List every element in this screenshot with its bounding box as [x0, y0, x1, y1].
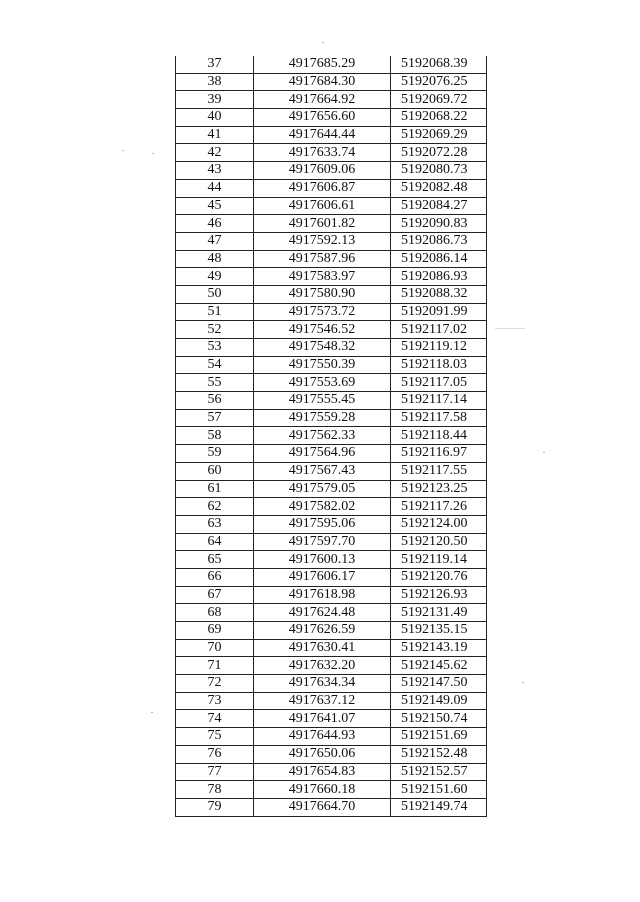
- x-coordinate-cell: 4917633.74: [254, 144, 391, 162]
- point-number-cell: 39: [176, 91, 254, 109]
- y-coordinate-cell: 5192131.49: [391, 604, 487, 622]
- x-coordinate-cell: 4917609.06: [254, 162, 391, 180]
- x-coordinate-cell: 4917634.34: [254, 675, 391, 693]
- y-coordinate-cell: 5192072.28: [391, 144, 487, 162]
- x-coordinate-cell: 4917582.02: [254, 498, 391, 516]
- y-coordinate-cell: 5192068.39: [391, 56, 487, 73]
- y-coordinate-cell: 5192069.29: [391, 126, 487, 144]
- x-coordinate-cell: 4917597.70: [254, 533, 391, 551]
- x-coordinate-cell: 4917564.96: [254, 445, 391, 463]
- scan-speck: [122, 150, 124, 151]
- table-row: [176, 745, 487, 763]
- coordinates-table-body: [176, 56, 487, 816]
- table-row: [176, 515, 487, 533]
- table-row: [176, 622, 487, 640]
- x-coordinate-cell: 4917579.05: [254, 480, 391, 498]
- point-number-cell: 42: [176, 144, 254, 162]
- coordinates-table: [175, 56, 487, 817]
- table-row: [176, 551, 487, 569]
- x-coordinate-cell: 4917562.33: [254, 427, 391, 445]
- table-row: [176, 498, 487, 516]
- x-coordinate-cell: 4917567.43: [254, 462, 391, 480]
- table-row: [176, 197, 487, 215]
- table-row: [176, 374, 487, 392]
- y-coordinate-cell: 5192088.32: [391, 285, 487, 303]
- y-coordinate-cell: 5192086.73: [391, 232, 487, 250]
- point-number-cell: 69: [176, 622, 254, 640]
- table-row: [176, 427, 487, 445]
- y-coordinate-cell: 5192119.14: [391, 551, 487, 569]
- point-number-cell: 49: [176, 268, 254, 286]
- point-number-cell: 50: [176, 285, 254, 303]
- y-coordinate-cell: 5192068.22: [391, 109, 487, 127]
- point-number-cell: 61: [176, 480, 254, 498]
- table-row: [176, 692, 487, 710]
- point-number-cell: 44: [176, 179, 254, 197]
- y-coordinate-cell: 5192090.83: [391, 215, 487, 233]
- y-coordinate-cell: 5192123.25: [391, 480, 487, 498]
- x-coordinate-cell: 4917555.45: [254, 392, 391, 410]
- y-coordinate-cell: 5192149.09: [391, 692, 487, 710]
- x-coordinate-cell: 4917606.61: [254, 197, 391, 215]
- table-row: [176, 339, 487, 357]
- y-coordinate-cell: 5192116.97: [391, 445, 487, 463]
- y-coordinate-cell: 5192117.02: [391, 321, 487, 339]
- point-number-cell: 43: [176, 162, 254, 180]
- y-coordinate-cell: 5192126.93: [391, 586, 487, 604]
- table-row: [176, 781, 487, 799]
- y-coordinate-cell: 5192118.03: [391, 356, 487, 374]
- table-row: [176, 392, 487, 410]
- table-row: [176, 710, 487, 728]
- y-coordinate-cell: 5192149.74: [391, 798, 487, 816]
- x-coordinate-cell: 4917601.82: [254, 215, 391, 233]
- x-coordinate-cell: 4917587.96: [254, 250, 391, 268]
- x-coordinate-cell: 4917644.44: [254, 126, 391, 144]
- point-number-cell: 45: [176, 197, 254, 215]
- x-coordinate-cell: 4917684.30: [254, 73, 391, 91]
- y-coordinate-cell: 5192124.00: [391, 515, 487, 533]
- y-coordinate-cell: 5192117.58: [391, 409, 487, 427]
- x-coordinate-cell: 4917664.70: [254, 798, 391, 816]
- point-number-cell: 54: [176, 356, 254, 374]
- y-coordinate-cell: 5192076.25: [391, 73, 487, 91]
- x-coordinate-cell: 4917654.83: [254, 763, 391, 781]
- scan-speck: [543, 452, 545, 453]
- point-number-cell: 37: [176, 56, 254, 73]
- x-coordinate-cell: 4917550.39: [254, 356, 391, 374]
- table-row: [176, 586, 487, 604]
- table-row: [176, 675, 487, 693]
- x-coordinate-cell: 4917573.72: [254, 303, 391, 321]
- x-coordinate-cell: 4917641.07: [254, 710, 391, 728]
- point-number-cell: 66: [176, 568, 254, 586]
- x-coordinate-cell: 4917595.06: [254, 515, 391, 533]
- table-row: [176, 232, 487, 250]
- x-coordinate-cell: 4917664.92: [254, 91, 391, 109]
- x-coordinate-cell: 4917644.93: [254, 728, 391, 746]
- point-number-cell: 46: [176, 215, 254, 233]
- point-number-cell: 56: [176, 392, 254, 410]
- y-coordinate-cell: 5192150.74: [391, 710, 487, 728]
- table-row: [176, 179, 487, 197]
- point-number-cell: 78: [176, 781, 254, 799]
- y-coordinate-cell: 5192084.27: [391, 197, 487, 215]
- point-number-cell: 70: [176, 639, 254, 657]
- point-number-cell: 71: [176, 657, 254, 675]
- y-coordinate-cell: 5192152.57: [391, 763, 487, 781]
- x-coordinate-cell: 4917637.12: [254, 692, 391, 710]
- point-number-cell: 65: [176, 551, 254, 569]
- point-number-cell: 79: [176, 798, 254, 816]
- table-row: [176, 568, 487, 586]
- y-coordinate-cell: 5192120.50: [391, 533, 487, 551]
- table-row: [176, 321, 487, 339]
- table-row: [176, 409, 487, 427]
- table-row: [176, 480, 487, 498]
- point-number-cell: 51: [176, 303, 254, 321]
- scan-speck: [495, 328, 525, 329]
- table-row: [176, 285, 487, 303]
- table-row: [176, 657, 487, 675]
- point-number-cell: 57: [176, 409, 254, 427]
- y-coordinate-cell: 5192117.14: [391, 392, 487, 410]
- point-number-cell: 77: [176, 763, 254, 781]
- point-number-cell: 73: [176, 692, 254, 710]
- table-row: [176, 798, 487, 816]
- point-number-cell: 74: [176, 710, 254, 728]
- table-row: [176, 445, 487, 463]
- y-coordinate-cell: 5192086.93: [391, 268, 487, 286]
- point-number-cell: 76: [176, 745, 254, 763]
- table-row: [176, 356, 487, 374]
- y-coordinate-cell: 5192120.76: [391, 568, 487, 586]
- y-coordinate-cell: 5192117.05: [391, 374, 487, 392]
- y-coordinate-cell: 5192091.99: [391, 303, 487, 321]
- x-coordinate-cell: 4917650.06: [254, 745, 391, 763]
- table-row: [176, 56, 487, 73]
- y-coordinate-cell: 5192117.55: [391, 462, 487, 480]
- point-number-cell: 38: [176, 73, 254, 91]
- table-row: [176, 462, 487, 480]
- point-number-cell: 63: [176, 515, 254, 533]
- table-row: [176, 144, 487, 162]
- table-row: [176, 639, 487, 657]
- x-coordinate-cell: 4917559.28: [254, 409, 391, 427]
- y-coordinate-cell: 5192118.44: [391, 427, 487, 445]
- table-row: [176, 303, 487, 321]
- x-coordinate-cell: 4917618.98: [254, 586, 391, 604]
- y-coordinate-cell: 5192082.48: [391, 179, 487, 197]
- y-coordinate-cell: 5192117.26: [391, 498, 487, 516]
- x-coordinate-cell: 4917626.59: [254, 622, 391, 640]
- x-coordinate-cell: 4917546.52: [254, 321, 391, 339]
- table-row: [176, 73, 487, 91]
- x-coordinate-cell: 4917624.48: [254, 604, 391, 622]
- point-number-cell: 55: [176, 374, 254, 392]
- table-row: [176, 604, 487, 622]
- table-row: [176, 728, 487, 746]
- point-number-cell: 41: [176, 126, 254, 144]
- point-number-cell: 52: [176, 321, 254, 339]
- table-row: [176, 109, 487, 127]
- point-number-cell: 40: [176, 109, 254, 127]
- scan-speck: [151, 712, 153, 713]
- x-coordinate-cell: 4917656.60: [254, 109, 391, 127]
- x-coordinate-cell: 4917580.90: [254, 285, 391, 303]
- point-number-cell: 58: [176, 427, 254, 445]
- point-number-cell: 68: [176, 604, 254, 622]
- x-coordinate-cell: 4917632.20: [254, 657, 391, 675]
- point-number-cell: 48: [176, 250, 254, 268]
- x-coordinate-cell: 4917553.69: [254, 374, 391, 392]
- y-coordinate-cell: 5192135.15: [391, 622, 487, 640]
- y-coordinate-cell: 5192145.62: [391, 657, 487, 675]
- table-row: [176, 268, 487, 286]
- y-coordinate-cell: 5192147.50: [391, 675, 487, 693]
- x-coordinate-cell: 4917606.87: [254, 179, 391, 197]
- x-coordinate-cell: 4917548.32: [254, 339, 391, 357]
- x-coordinate-cell: 4917583.97: [254, 268, 391, 286]
- y-coordinate-cell: 5192119.12: [391, 339, 487, 357]
- table-row: [176, 91, 487, 109]
- point-number-cell: 59: [176, 445, 254, 463]
- y-coordinate-cell: 5192151.60: [391, 781, 487, 799]
- point-number-cell: 64: [176, 533, 254, 551]
- scan-speck: [322, 42, 324, 43]
- table-row: [176, 215, 487, 233]
- y-coordinate-cell: 5192151.69: [391, 728, 487, 746]
- x-coordinate-cell: 4917600.13: [254, 551, 391, 569]
- y-coordinate-cell: 5192080.73: [391, 162, 487, 180]
- table-row: [176, 162, 487, 180]
- y-coordinate-cell: 5192152.48: [391, 745, 487, 763]
- scan-speck: [152, 153, 154, 154]
- x-coordinate-cell: 4917606.17: [254, 568, 391, 586]
- point-number-cell: 60: [176, 462, 254, 480]
- x-coordinate-cell: 4917630.41: [254, 639, 391, 657]
- table-row: [176, 533, 487, 551]
- x-coordinate-cell: 4917660.18: [254, 781, 391, 799]
- table-row: [176, 763, 487, 781]
- point-number-cell: 72: [176, 675, 254, 693]
- table-row: [176, 126, 487, 144]
- y-coordinate-cell: 5192069.72: [391, 91, 487, 109]
- table-row: [176, 250, 487, 268]
- point-number-cell: 67: [176, 586, 254, 604]
- x-coordinate-cell: 4917592.13: [254, 232, 391, 250]
- point-number-cell: 62: [176, 498, 254, 516]
- y-coordinate-cell: 5192086.14: [391, 250, 487, 268]
- x-coordinate-cell: 4917685.29: [254, 56, 391, 73]
- point-number-cell: 75: [176, 728, 254, 746]
- point-number-cell: 47: [176, 232, 254, 250]
- point-number-cell: 53: [176, 339, 254, 357]
- y-coordinate-cell: 5192143.19: [391, 639, 487, 657]
- scan-speck: [522, 682, 524, 683]
